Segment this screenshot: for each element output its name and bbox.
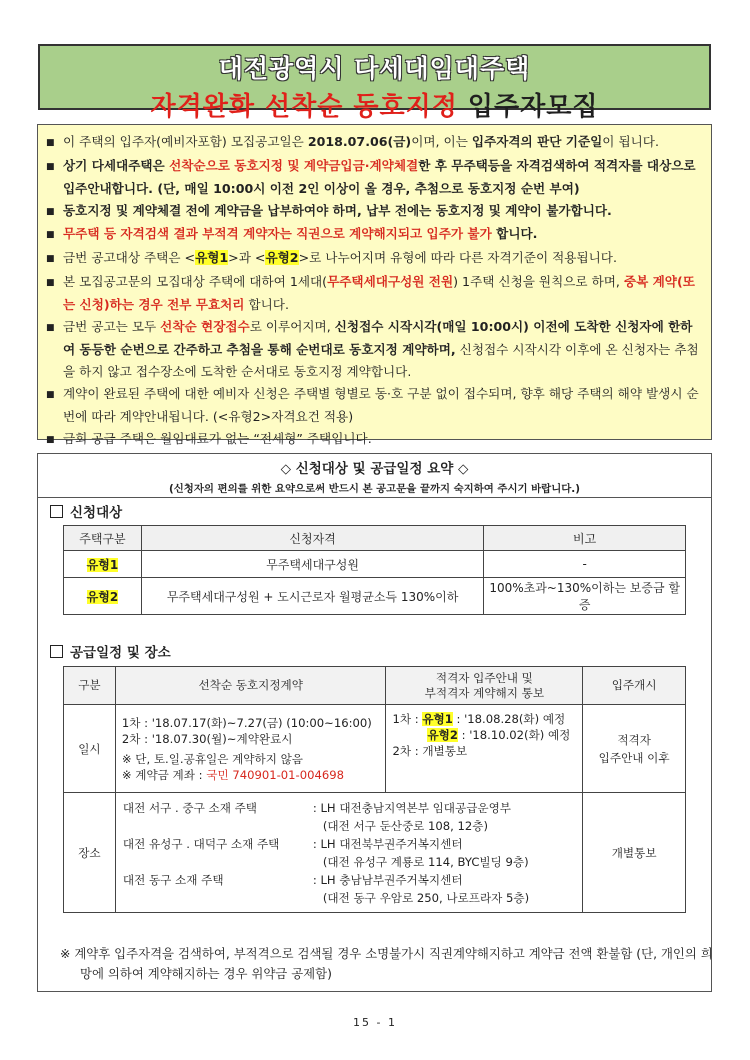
table-row: [64, 793, 686, 913]
page-title-banner: [38, 44, 711, 122]
table-cell: 유형2: [64, 578, 142, 615]
table-cell: 1차 : 유형1 : '18.08.28(화) 예정 유형2 : '18.10.02(화) 예정 2차 : 개별통보: [386, 705, 583, 793]
notice-item: ■ 이 주택의 입주자(예비자포함) 모집공고일은 2018.07.06(금)이며, 이는 입주자격의 판단 기준일이 됩니다.: [46, 131, 703, 155]
table-header: 신청자격: [141, 526, 483, 551]
table-header-row: [64, 526, 686, 551]
notice-item: ■ 금번 공고대상 주택은 <유형1>과 <유형2>로 나누어지며 유형에 따라 다른 자격기준이 적용됩니다.: [46, 247, 703, 271]
table-row: [64, 551, 686, 578]
section-heading: 공급일정 및 장소: [50, 641, 171, 661]
summary-subtitle: (신청자의 편의를 위한 요약으로써 반드시 본 공고문을 끝까지 숙지하여 주시기 바랍니다.): [169, 483, 580, 495]
table-cell: 1차 : '18.07.17(화)~7.27(금) (10:00~16:00) 2차 : '18.07.30(월)~계약완료시 ※ 단, 토.일.공휴일은 계약하지 않음 ※ 계약금 계좌 : 국민 740901-01-004698: [115, 705, 386, 793]
footnote: ※ 계약후 입주자격을 검색하여, 부적격으로 검색될 경우 소명불가시 직권계약해지하고 계약금 전액 환불함 (단, 개인의 희망에 의하여 계약해지하는 경우 위약금 공제함): [60, 946, 713, 981]
bullet-square-icon: ■: [46, 253, 55, 264]
table-header: 주택구분: [64, 526, 142, 551]
table-cell: 100%초과~130%이하는 보증금 할증: [484, 578, 686, 615]
table-header: 입주개시: [583, 667, 686, 705]
row-label: 장소: [64, 793, 116, 913]
notice-item: ■ 계약이 완료된 주택에 대한 예비자 신청은 주택별 형별로 동·호 구분 없이 접수되며, 향후 해당 주택의 해약 발생시 순번에 따라 계약안내됩니다. (<유형2>자격요건 적용): [46, 385, 699, 425]
table-cell: -: [484, 551, 686, 578]
table-cell: 적격자 입주안내 이후: [583, 705, 686, 793]
table-cell: 유형1: [64, 551, 142, 578]
table-header: 적격자 입주안내 및 부적격자 계약해지 통보: [386, 667, 583, 705]
title-line1: 대전광역시 다세대임대주택: [218, 54, 531, 83]
row-label: 일시: [64, 705, 116, 793]
bullet-square-icon: ■: [46, 206, 55, 217]
notice-item: ■ 금회 공급 주택은 월임대료가 없는 “전세형” 주택입니다.: [46, 428, 703, 452]
bullet-square-icon: ■: [46, 277, 55, 288]
bullet-square-icon: ■: [46, 138, 55, 148]
table-header-row: [64, 667, 686, 705]
table-cell: 무주택세대구성원: [141, 551, 483, 578]
bullet-square-icon: ■: [46, 389, 55, 400]
section-heading: 신청대상: [50, 501, 122, 521]
table-row: [64, 578, 686, 615]
summary-box: [37, 453, 712, 992]
notice-item: ■ 무주택 등 자격검색 결과 부적격 계약자는 직권으로 계약해지되고 입주가 불가 합니다.: [46, 223, 703, 247]
bullet-square-icon: ■: [46, 322, 55, 333]
checkbox-square-icon: [50, 645, 63, 658]
table-cell: 개별통보: [583, 793, 686, 913]
schedule-table: [63, 666, 686, 913]
bullet-square-icon: ■: [46, 434, 55, 445]
table-cell: 대전 서구 . 중구 소재 주택 : LH 대전충남지역본부 임대공급운영부 (대전 서구 둔산중로 108, 12층) 대전 유성구 . 대덕구 소재 주택 : LH 대전북부권주거복지센터 (대전 유성구 계룡로 114, BYC빌딩 9층) 대전 동구 소재 주택 : LH 충남남부권주거복지센터 (대전 동구 우암로 250, 나로프라자 5층): [115, 793, 582, 913]
page-number: 15 - 1: [353, 1016, 397, 1029]
notice-item: ■ 동호지정 및 계약체결 전에 계약금을 납부하여야 하며, 납부 전에는 동호지정 및 계약이 불가합니다.: [46, 200, 703, 224]
notice-item: ■ 본 모집공고문의 모집대상 주택에 대하여 1세대(무주택세대구성원 전원) 1주택 신청을 원칙으로 하며, 중복 계약(또는 신청)하는 경우 전부 무효처리 합니다.: [46, 273, 695, 313]
bullet-square-icon: ■: [46, 161, 55, 172]
notice-item: ■ 상기 다세대주택은 선착순으로 동호지정 및 계약금입금·계약체결한 후 무주택등을 자격검색하여 적격자를 대상으로 입주안내합니다. (단, 매일 10:00시 이전 2인 이상이 올 경우, 추첨으로 동호지정 순번 부여): [46, 157, 696, 197]
eligibility-table: [63, 525, 686, 615]
notice-item: ■ 금번 공고는 모두 선착순 현장접수로 이루어지며, 신청접수 시작시각(매일 10:00시) 이전에 도착한 신청자에 한하여 동등한 순번으로 간주하고 추첨을 통해 순번대로 동호지정 계약하며, 신청접수 시작시각 이후에 온 신청자는 추첨을 하지 않고 접수장소에 도착한 순서대로 동호지정 계약합니다.: [46, 318, 699, 379]
title-suffix: 입주자모집: [467, 92, 599, 122]
checkbox-square-icon: [50, 505, 63, 518]
table-header: 구분: [64, 667, 116, 705]
title-highlight: 자격완화 선착순 동호지정: [150, 92, 458, 122]
summary-title: ◇ 신청대상 및 공급일정 요약 ◇: [280, 461, 469, 477]
table-header: 비고: [484, 526, 686, 551]
table-cell: 무주택세대구성원 + 도시근로자 월평균소득 130%이하: [141, 578, 483, 615]
summary-header: [38, 457, 711, 498]
notice-box: [37, 124, 712, 446]
table-row: [64, 705, 686, 793]
bullet-square-icon: ■: [46, 230, 55, 241]
table-header: 선착순 동호지정계약: [115, 667, 386, 705]
title-line2: [40, 86, 709, 123]
bank-account: 국민 740901-01-004698: [206, 767, 344, 782]
